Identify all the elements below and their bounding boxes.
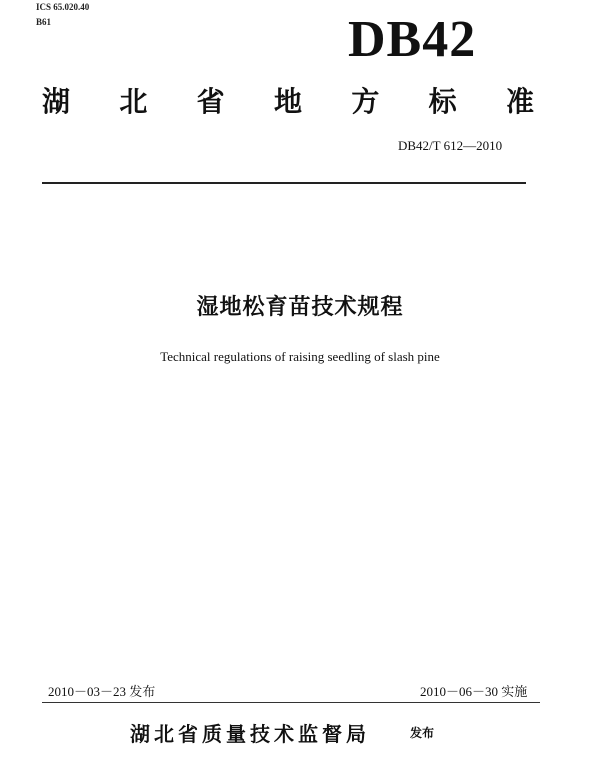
standard-code: DB42 xyxy=(348,11,477,68)
standard-type-char: 省 xyxy=(196,85,225,118)
header-divider xyxy=(42,182,526,184)
document-title-english: Technical regulations of raising seedling of slash pine xyxy=(160,349,440,364)
issue-date: 2010－03－23 发布 xyxy=(48,684,156,699)
document-title-chinese: 湿地松育苗技术规程 xyxy=(196,295,404,320)
standard-type-heading xyxy=(42,80,534,120)
standard-type-char: 准 xyxy=(505,85,534,118)
standard-type-char: 标 xyxy=(428,85,457,118)
standard-type-char: 方 xyxy=(351,85,380,118)
implementation-date: 2010－06－30 实施 xyxy=(420,684,528,699)
issuing-authority-suffix: 发布 xyxy=(410,726,435,740)
issuing-authority: 湖北省质量技术监督局 xyxy=(130,722,370,746)
standard-type-char: 湖 xyxy=(42,85,71,118)
classification-code: B61 xyxy=(36,17,52,27)
ics-code: ICS 65.020.40 xyxy=(36,2,90,12)
standard-type-char: 北 xyxy=(119,85,148,118)
standard-type-char: 地 xyxy=(273,85,302,118)
standard-number: DB42/T 612—2010 xyxy=(398,138,503,153)
footer-divider xyxy=(42,702,540,703)
